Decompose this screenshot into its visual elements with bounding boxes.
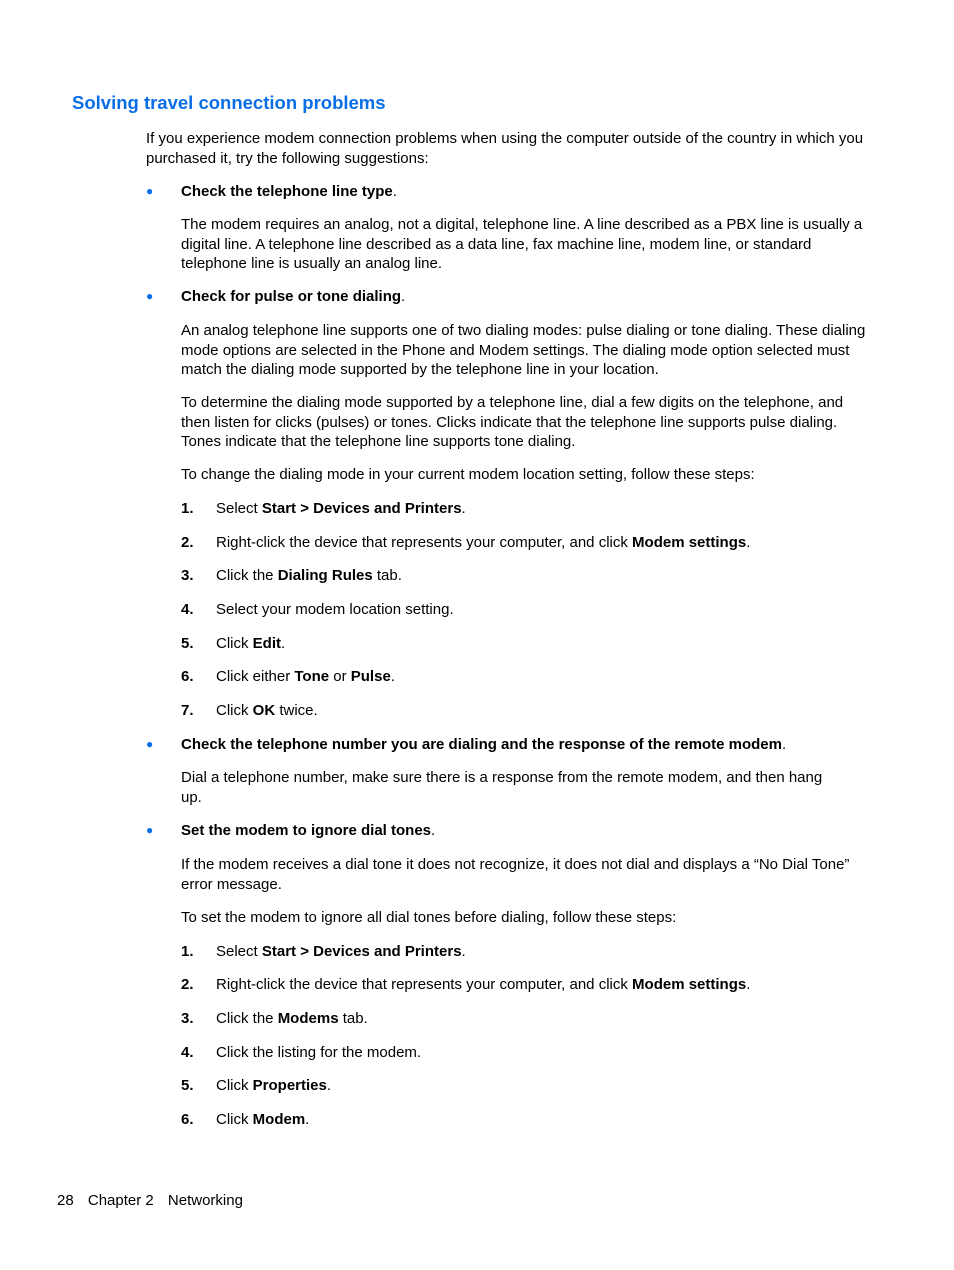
intro-paragraph: If you experience modem connection problems when using the computer outside of the country in which you purchased it, try the following suggestions: <box>146 130 864 167</box>
bullet-icon: ● <box>146 289 154 303</box>
paragraph: Dial a telephone number, make sure there is a response from the remote modem, and then hang up. <box>181 769 823 806</box>
bullet-title: Set the modem to ignore dial tones <box>181 822 432 839</box>
chapter-label: Chapter 2 <box>87 1192 154 1209</box>
paragraph: To change the dialing mode in your current modem location setting, follow these steps: <box>181 466 755 483</box>
bullet-title: Check the telephone line type <box>181 183 393 200</box>
page-number: 28 <box>57 1192 74 1209</box>
bullet-icon: ● <box>146 823 154 837</box>
paragraph: To determine the dialing mode supported by a telephone line, dial a few digits on the telephone, and then listen for clicks (pulses) or tones. Clicks indicate that the telephone line supports pulse dialing. Tones indicate that the telephone line supports tone dialing. <box>181 394 844 450</box>
bullet-title: Check for pulse or tone dialing <box>181 288 402 305</box>
section-label: Networking <box>167 1192 243 1209</box>
paragraph: An analog telephone line supports one of two dialing modes: pulse dialing or tone dialing. These dialing mode options are selected in the Phone and Modem settings. The dialing mode option selected must match the dialing mode supported by the telephone line in your location. <box>181 322 866 378</box>
bullet-title: Check the telephone number you are dialing and the response of the remote modem <box>181 736 782 753</box>
document-page: Solving travel connection problems If you experience modem connection problems when using the computer outside of the country in which you purchased it, try the following suggestions: ● Check the telephone line type. The modem requires an analog, not a digital, telephone line. A line described as a PBX line is usually a digital line. A telephone line described as a data line, fax machine line, modem line, or standard telephone line is usually an analog line. ● Check for pulse or tone dialing. An analog telephone line supports one of two dialing modes: pulse dialing or tone dialing. These dialing mode options are selected in the Phone and Modem settings. The dialing mode option selected must match the dialing mode supported by the telephone line in your location. To determine the dialing mode supported by a telephone line, dial a few digits on the telephone, and then listen for clicks (pulses) or tones. Clicks indicate that the telephone line supports pulse dialing. Tones indicate that the telephone line supports tone dialing. To change the dialing mode in your current modem location setting, follow these steps: 1. Select Start > Devices and Printers. 2. Right-click the device that represents your computer, and click Modem settings. 3. Click the Dialing Rules tab. 4. Select your modem location setting. 5. Click Edit. 6. Click either Tone or Pulse. 7. Click OK twice. ● Check the telephone number you are dialing and the response of the remote modem. Dial a telephone number, make sure there is a response from the remote modem, and then hang up. ● Set the modem to ignore dial tones. If the modem receives a dial tone it does not recognize, it does not dial and displays a “No Dial Tone” error message. To set the modem to ignore all dial tones before dialing, follow these steps: 1. Select Start > Devices and Printers. 2. Right-click the device that represents your computer, and click Modem settings. 3. Click the Modems tab. 4. Click the listing for the modem. 5. Click Properties. 6. Click Modem. 28 Chapter 2 Networking <box>57 92 866 1209</box>
paragraph: To set the modem to ignore all dial tones before dialing, follow these steps: <box>181 909 677 926</box>
bullet-icon: ● <box>146 184 154 198</box>
bullet-icon: ● <box>146 737 154 751</box>
section-heading: Solving travel connection problems <box>72 92 386 113</box>
paragraph: The modem requires an analog, not a digital, telephone line. A line described as a PBX line is usually a digital line. A telephone line described as a data line, fax machine line, modem line, or standard telephone line is usually an analog line. <box>181 216 863 272</box>
page-footer <box>57 1192 253 1209</box>
paragraph: If the modem receives a dial tone it does not recognize, it does not dial and displays a “No Dial Tone” error message. <box>181 856 850 893</box>
